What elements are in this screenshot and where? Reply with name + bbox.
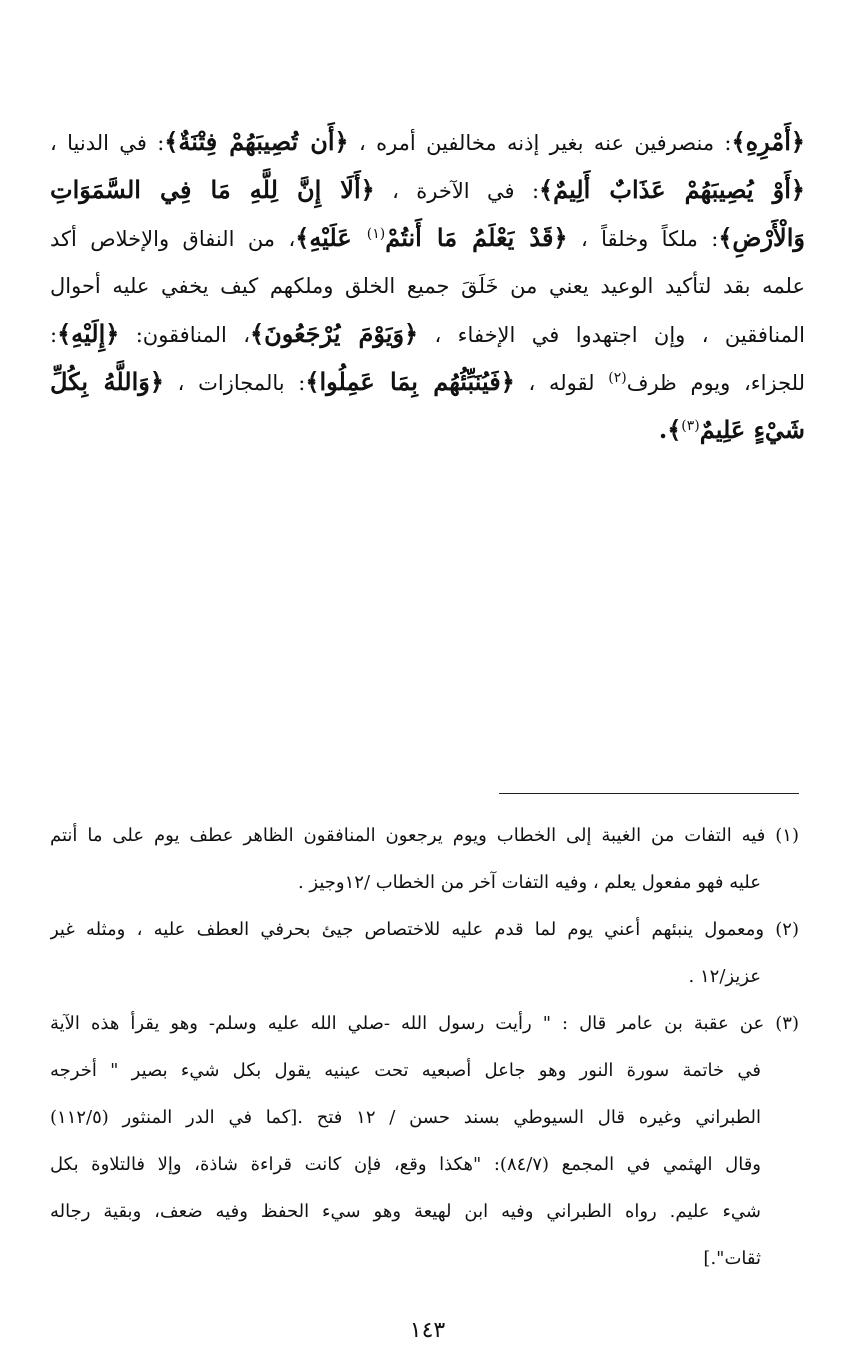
text-line bbox=[50, 118, 805, 166]
text-line bbox=[50, 310, 805, 358]
commentary-segment: : ملكاً وخلقاً ، bbox=[567, 227, 719, 251]
page-number: ١٤٣ bbox=[409, 1318, 446, 1343]
quran-segment: ﴿أَمْرِهِ﴾ bbox=[731, 127, 805, 156]
footnote-line: (١) فيه التفات من الغيبة إلى الخطاب ويوم يرجعون المنافقون الظاهر عطف يوم على ما أنتم bbox=[50, 825, 799, 846]
quran-segment: ﴾. bbox=[658, 415, 682, 444]
commentary-segment: : في الآخرة ، bbox=[374, 179, 540, 203]
quran-segment: ﴿أَوْ يُصِيبَهُمْ عَذَابٌ أَلِيمٌ﴾ bbox=[539, 175, 805, 204]
footnotes bbox=[50, 812, 799, 1282]
commentary-segment: ، المنافقون: bbox=[119, 323, 250, 347]
footnote-line: (٣) عن عقبة بن عامر قال : " رأيت رسول الله -صلي الله عليه وسلم- وهو يقرأ هذه الآية bbox=[50, 1013, 799, 1034]
main-text bbox=[50, 118, 805, 454]
quran-segment: ﴿وَيَوْمَ يُرْجَعُونَ﴾ bbox=[250, 319, 419, 348]
commentary-segment: : بالمجازات ، bbox=[163, 371, 306, 395]
commentary-segment: : bbox=[50, 323, 58, 347]
quran-segment: ﴿إِلَيْهِ﴾ bbox=[57, 319, 120, 348]
quran-segment: ﴿قَدْ يَعْلَمُ مَا أَنتُمْ bbox=[385, 223, 568, 252]
footnote-line: وقال الهثمي في المجمع (٨٤/٧): "هكذا وقع، فإن كانت قراءة شاذة، وإلا فالتلاوة بكل bbox=[50, 1154, 761, 1175]
text-line bbox=[50, 166, 805, 214]
quran-segment: ﴿أَن تُصِيبَهُمْ فِتْنَةٌ﴾ bbox=[164, 127, 349, 156]
quran-segment: ﴿فَيُنَبِّئُهُم بِمَا عَمِلُوا﴾ bbox=[305, 367, 515, 396]
footnote-line: عليه فهو مفعول يعلم ، وفيه التفات آخر من الخطاب /١٢وجيز . bbox=[297, 872, 761, 893]
commentary-segment: علمه بقد لتأكيد الوعيد يعني من خَلَقَ جميع الخلق وملكهم كيف يخفي عليه أحوال bbox=[50, 274, 805, 298]
text-line bbox=[50, 406, 805, 454]
quran-segment: عَلَيْهِ﴾ bbox=[295, 223, 367, 252]
quran-segment: ﴿أَلَا إِنَّ لِلَّهِ مَا فِي السَّمَوَاتِ bbox=[50, 175, 375, 204]
footnote-line: في خاتمة سورة النور وهو جاعل أصبعيه تحت عينيه يقول بكل شيء بصير " أخرجه bbox=[50, 1060, 761, 1081]
quran-segment: ﴿وَاللَّهُ بِكُلِّ bbox=[50, 367, 164, 396]
commentary-segment: المنافقين ، وإن اجتهدوا في الإخفاء ، bbox=[418, 323, 805, 347]
footnote-ref: (٣) bbox=[681, 418, 700, 434]
commentary-segment: : منصرفين عنه بغير إذنه مخالفين أمره ، bbox=[348, 131, 732, 155]
footnote-line: عزيز/١٢ . bbox=[688, 966, 761, 987]
footnote-line: ثقات".] bbox=[703, 1248, 761, 1269]
commentary-segment: للجزاء، ويوم ظرف bbox=[626, 371, 805, 395]
commentary-segment: : في الدنيا ، bbox=[50, 131, 165, 155]
text-line bbox=[50, 262, 805, 310]
footnote-line: شيء عليم. رواه الطبراني وفيه ابن لهيعة وهو سيء الحفظ وفيه ضعف، وبقية رجاله bbox=[50, 1201, 761, 1222]
footnote-line: الطبراني وغيره قال السيوطي بسند حسن / ١٢ فتح .[كما في الدر المنثور (١١٢/٥) bbox=[50, 1107, 761, 1128]
footnote-divider bbox=[499, 793, 799, 794]
commentary-segment: لقوله ، bbox=[514, 371, 609, 395]
quran-segment: شَيْءٍ عَلِيمٌ bbox=[699, 415, 805, 444]
text-line bbox=[50, 358, 805, 406]
commentary-segment: ، من النفاق والإخلاص أكد bbox=[50, 227, 296, 251]
quran-segment: وَالْأَرْضِ﴾ bbox=[718, 223, 805, 252]
footnote-ref: (٢) bbox=[608, 370, 627, 386]
footnote-line: (٢) ومعمول ينبئهم أعني يوم لما قدم عليه للاختصاص جيئ بحرفي العطف عليه ، ومثله غير bbox=[50, 919, 799, 940]
text-line bbox=[50, 214, 805, 262]
footnote-ref: (١) bbox=[366, 226, 386, 242]
